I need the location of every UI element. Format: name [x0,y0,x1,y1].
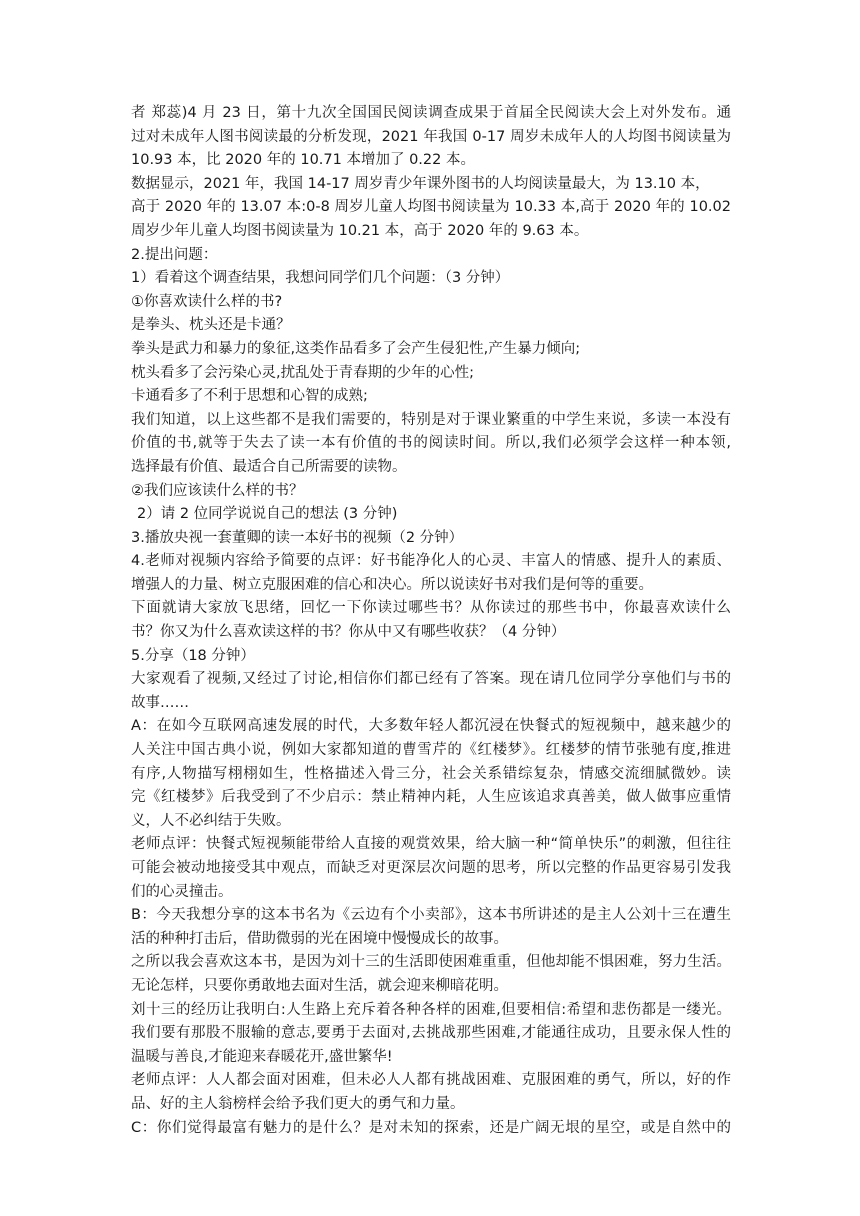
document-body [131,102,731,1140]
text-line: 者 郑蕊)4 月 23 日，第十九次全国国民阅读调查成果于首届全民阅读大会上对外发布。通 [131,105,731,121]
text-line: 选择最有价值、最适合自己所需要的读物。 [131,458,407,475]
text-line: 完《红楼梦》后我受到了不少启示：禁止精神内耗，人生应该追求真善美，做人做事应重情 [131,789,731,806]
section-heading: 5.分享（18 分钟） [131,647,255,664]
text-line: 周岁少年儿童人均图书阅读量为 10.21 本，高于 2020 年的 9.63 本。 [131,222,589,239]
text-line: 下面就请大家放飞思绪，回忆一下你读过哪些书？从你读过的那些书中，你最喜欢读什么 [131,600,731,617]
text-line: 有序,人物描写栩栩如生，性格描述入骨三分，社会关系错综复杂，情感交流细腻微妙。读 [131,765,731,782]
text-line: C：你们觉得最富有魅力的是什么？是对未知的探索，还是广阔无垠的星空，或是自然中的 [131,1119,731,1136]
text-line: 无论怎样，只要你勇敢地去面对生活，就会迎来柳暗花明。 [131,977,508,994]
text-line: 卡通看多了不利于思想和心智的成熟; [131,388,368,405]
question-item: ②我们应该读什么样的书？ [131,482,304,499]
text-line: A：在如今互联网高速发展的时代，大多数年轻人都沉浸在快餐式的短视频中，越来越少的 [131,718,731,735]
section-heading: 2.提出问题： [131,246,218,263]
text-line: 义，人不必纠结于失败。 [131,812,291,829]
section-heading: 3.播放央视一套董卿的读一本好书的视频（2 分钟） [131,529,464,546]
text-line: 故事…… [131,694,189,711]
text-line: 老师点评：人人都会面对困难，但未必人人都有挑战困难、克服困难的勇气，所以，好的作 [131,1072,731,1089]
text-line: 人关注中国古典小说，例如大家都知道的曹雪芹的《红楼梦》。红楼梦的情节张驰有度,推进 [131,742,731,759]
question-item: ①你喜欢读什么样的书? [131,293,283,310]
text-line: 10.93 本，比 2020 年的 10.71 本增加了 0.22 本。 [131,152,475,169]
text-line: 可能会被动地接受其中观点，而缺乏对更深层次问题的思考，所以完整的作品更容易引发我 [131,860,731,876]
text-line: 我们知道，以上这些都不是我们需要的，特别是对于课业繁重的中学生来说，多读一本没有 [131,411,731,428]
text-line: 拳头是武力和暴力的象征,这类作品看多了会产生侵犯性,产生暴力倾向; [131,340,581,357]
text-line: 温暖与善良,才能迎来春暖花开,盛世繁华! [131,1048,393,1065]
text-line: 品、好的主人翁榜样会给予我们更大的勇气和力量。 [131,1095,465,1112]
text-line: 增强人的力量、树立克服困难的信心和决心。所以说读好书对我们是何等的重要。 [131,576,653,593]
text-line: 之所以我会喜欢这本书，是因为刘十三的生活即使困难重重，但他却能不惧困难，努力生活。 [131,954,731,971]
text-line: 1）看着这个调查结果，我想问同学们几个问题：（3 分钟） [131,270,510,287]
text-line: 过对未成年人图书阅读最的分析发现，2021 年我国 0-17 周岁未成年人的人均图书阅读量为 [131,128,731,145]
text-line: 刘十三的经历让我明白:人生路上充斥着各种各样的困难,但要相信:希望和悲伤都是一缕光。 [131,1001,731,1018]
text-line: 高于 2020 年的 13.07 本:0-8 周岁儿童人均图书阅读量为 10.33 本,高于 2020 年的 10.02 [131,199,731,216]
text-line: 价值的书,就等于失去了读一本有价值的书的阅读时间。所以,我们必须学会这样一种本领, [131,435,731,452]
text-line: 书？你又为什么喜欢读这样的书？你从中又有哪些收获？（4 分钟） [131,624,566,641]
text-line: 2）请 2 位同学说说自己的想法 (3 分钟) [137,506,398,523]
text-line: 活的种种打击后，借助微弱的光在困境中慢慢成长的故事。 [131,930,508,947]
section-heading: 4.老师对视频内容给予简要的点评：好书能净化人的心灵、丰富人的情感、提升人的素质、 [131,553,731,570]
text-line: 是拳头、枕头还是卡通？ [131,317,291,334]
text-line: 老师点评：快餐式短视频能带给人直接的观赏效果，给大脑一种“简单快乐”的刺激，但往往 [131,836,731,853]
text-line: 数据显示，2021 年，我国 14-17 周岁青少年课外图书的人均阅读量最大，为 13.10 本， [131,175,710,192]
text-line: 枕头看多了会污染心灵,扰乱处于青春期的少年的心性; [131,364,474,381]
text-line: 们的心灵撞击。 [131,883,233,900]
text-line: 我们要有那股不服输的意志,要勇于去面对,去挑战那些困难,才能通往成功，且要永保人性的 [131,1025,731,1042]
text-line: 大家观看了视频,又经过了讨论,相信你们都已经有了答案。现在请几位同学分享他们与书的 [131,671,731,688]
text-line: B：今天我想分享的这本书名为《云边有个小卖部》，这本书所讲述的是主人公刘十三在遭生 [131,907,731,924]
